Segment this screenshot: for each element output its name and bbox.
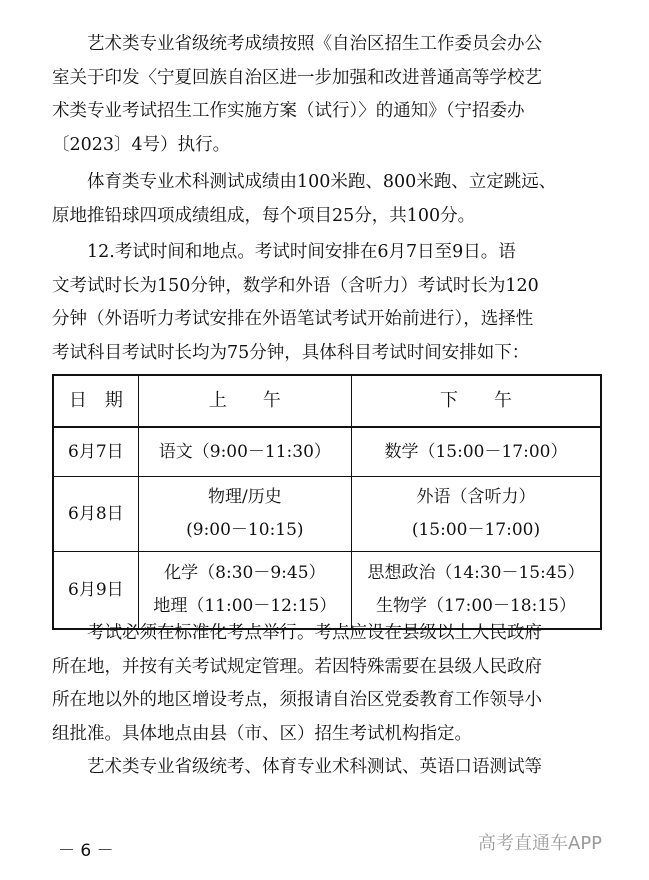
text-line: 术类专业考试招生工作实施方案（试行）〉的通知》（宁招委办 bbox=[52, 101, 525, 121]
text-line: 所在地，并按有关考试规定管理。若因特殊需要在县级人民政府 bbox=[52, 656, 542, 677]
table-header-row bbox=[53, 375, 601, 427]
paragraph-sports-test bbox=[52, 166, 608, 233]
text-line: 所在地以外的地区增设考点，须报请自治区党委教育工作领导小 bbox=[52, 690, 542, 710]
row-morning bbox=[138, 427, 351, 477]
text-line: 原地推铅球四项成绩组成，每个项目25分，共100分。 bbox=[52, 205, 476, 226]
text-line: 文考试时长为150分钟，数学和外语（含听力）考试时长为120 bbox=[52, 275, 539, 296]
text-line: 〔2023〕4号）执行。 bbox=[52, 134, 231, 155]
table-row bbox=[53, 427, 601, 477]
subject-time: 思想政治（14:30－15:45） bbox=[367, 563, 585, 583]
header-morning: 上 午 bbox=[138, 375, 351, 427]
header-afternoon: 下 午 bbox=[351, 375, 601, 427]
paragraph-continued bbox=[52, 751, 608, 785]
watermark-text: 高考直通车APP bbox=[478, 833, 603, 854]
row-date: 6月7日 bbox=[53, 427, 138, 477]
header-date: 日 期 bbox=[53, 375, 138, 427]
paragraph-exam-time-place bbox=[52, 236, 608, 370]
row-afternoon bbox=[351, 427, 601, 477]
table-row bbox=[53, 477, 601, 552]
text-line: 体育类专业术科测试成绩由100米跑、800米跑、立定跳远、 bbox=[87, 172, 557, 192]
text-line: 组批准。具体地点由县（市、区）招生考试机构指定。 bbox=[52, 723, 472, 744]
text-line: 艺术类专业省级统考、体育专业术科测试、英语口语测试等 bbox=[87, 757, 542, 777]
subject-time: 生物学（17:00－18:15） bbox=[375, 596, 576, 616]
row-afternoon bbox=[351, 477, 601, 552]
subject-time: (15:00－17:00) bbox=[411, 520, 541, 540]
paragraph-art-exam bbox=[52, 28, 608, 162]
row-morning bbox=[138, 477, 351, 552]
paragraph-exam-venue bbox=[52, 617, 608, 751]
subject-name: 物理/历史 bbox=[207, 487, 282, 507]
text-line: 艺术类专业省级统考成绩按照《自治区招生工作委员会办公 bbox=[87, 34, 542, 54]
subject-time: 语文（9:00－11:30） bbox=[158, 441, 331, 462]
subject-time: 化学（8:30－9:45） bbox=[164, 563, 326, 583]
row-date: 6月9日 bbox=[53, 552, 138, 630]
page-number: － 6 － bbox=[58, 841, 114, 861]
exam-schedule-table bbox=[52, 374, 602, 630]
subject-name: 外语（含听力） bbox=[416, 487, 536, 507]
subject-time: 数学（15:00－17:00） bbox=[384, 441, 568, 462]
text-line: 12.考试时间和地点。考试时间安排在6月7日至9日。语 bbox=[87, 242, 516, 262]
subject-time: (9:00－10:15) bbox=[186, 520, 304, 540]
text-line: 室关于印发〈宁夏回族自治区进一步加强和改进普通高等学校艺 bbox=[52, 67, 542, 88]
text-line: 考试必须在标准化考点举行。考点应设在县级以上人民政府 bbox=[87, 623, 542, 643]
text-line: 考试科目考试时长均为75分钟，具体科目考试时间安排如下： bbox=[52, 342, 530, 363]
subject-time: 地理（11:00－12:15） bbox=[153, 596, 337, 616]
row-date: 6月8日 bbox=[53, 477, 138, 552]
text-line: 分钟（外语听力考试安排在外语笔试考试开始前进行），选择性 bbox=[52, 309, 534, 329]
